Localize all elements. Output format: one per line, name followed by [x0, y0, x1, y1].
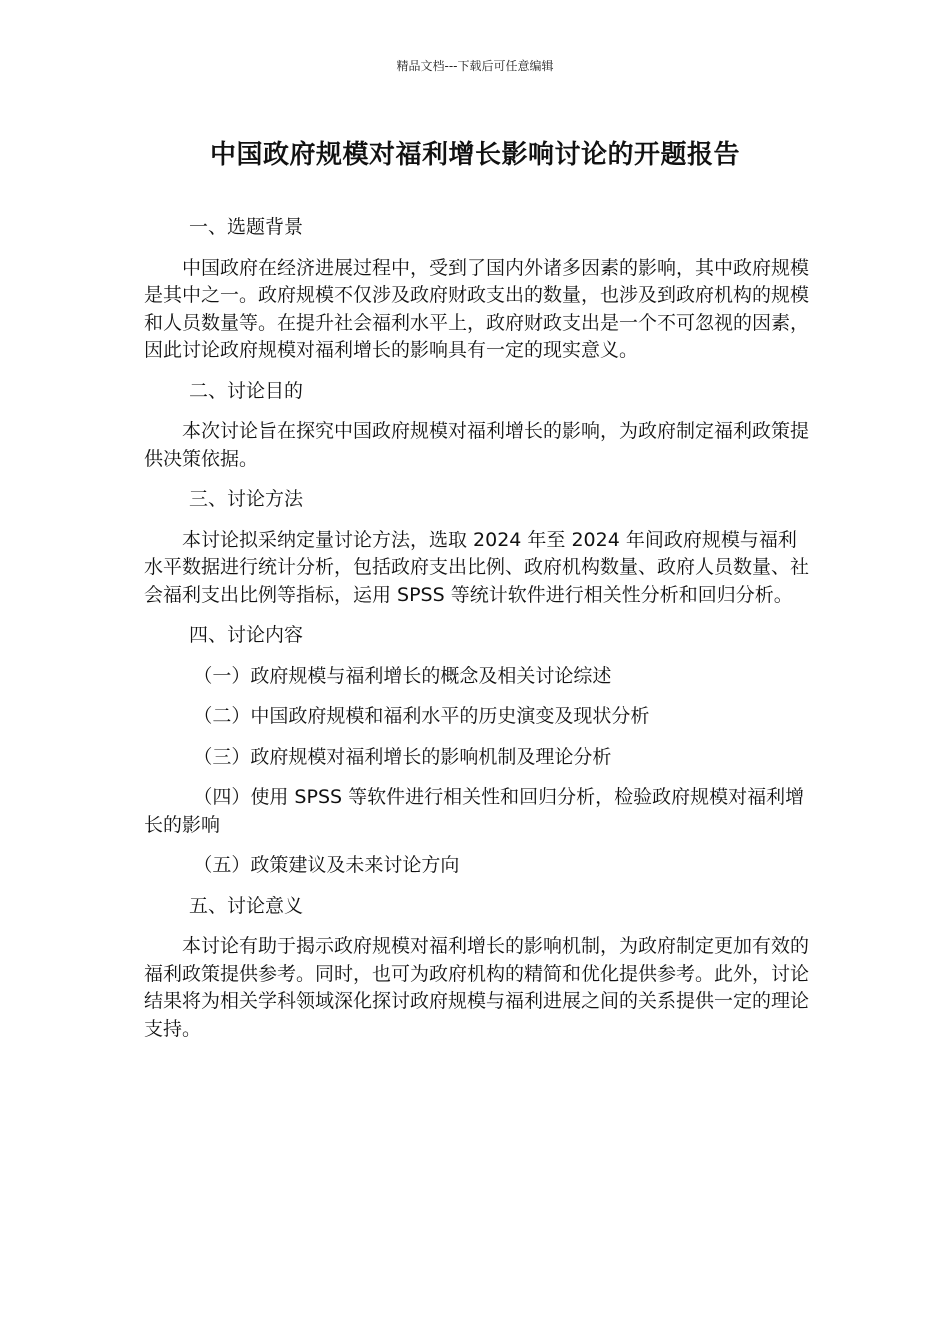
section-heading-significance: 五、讨论意义 — [189, 894, 304, 917]
section-body-method: 本讨论拟采纳定量讨论方法，选取 2024 年至 2024 年间政府规模与福利水平数据进行统计分析，包括政府支出比例、政府机构数量、政府人员数量、社会福利支出比例等指标，运用 SPSS 等统计软件进行相关性分析和回归分析。 — [144, 528, 810, 606]
content-item-5: （五）政策建议及未来讨论方向 — [193, 854, 460, 876]
content-item-4: （四）使用 SPSS 等软件进行相关性和回归分析，检验政府规模对福利增长的影响 — [144, 786, 805, 836]
header-note: 精品文档---下载后可任意编辑 — [396, 59, 554, 73]
section-heading-background: 一、选题背景 — [189, 216, 304, 238]
content-item-2: （二）中国政府规模和福利水平的历史演变及现状分析 — [193, 705, 650, 727]
section-heading-content: 四、讨论内容 — [189, 624, 304, 646]
section-body-significance: 本讨论有助于揭示政府规模对福利增长的影响机制，为政府制定更加有效的福利政策提供参考。同时，也可为政府机构的精简和优化提供参考。此外，讨论结果将为相关学科领域深化探讨政府规模与福利进展之间的关系提供一定的理论支持。 — [144, 935, 810, 1040]
section-body-background: 中国政府在经济进展过程中，受到了国内外诸多因素的影响，其中政府规模是其中之一。政府规模不仅涉及政府财政支出的数量，也涉及到政府机构的规模和人员数量等。在提升社会福利水平上，政府财政支出是一个不可忽视的因素，因此讨论政府规模对福利增长的影响具有一定的现实意义。 — [144, 256, 810, 361]
content-item-3: （三）政府规模对福利增长的影响机制及理论分析 — [193, 745, 612, 768]
content-item-1: （一）政府规模与福利增长的概念及相关讨论综述 — [193, 664, 612, 687]
section-heading-method: 三、讨论方法 — [189, 488, 304, 510]
section-heading-purpose: 二、讨论目的 — [189, 379, 304, 402]
section-body-purpose: 本次讨论旨在探究中国政府规模对福利增长的影响，为政府制定福利政策提供决策依据。 — [144, 420, 810, 470]
document-body — [144, 214, 809, 1056]
document-title: 中国政府规模对福利增长影响讨论的开题报告 — [209, 140, 740, 170]
